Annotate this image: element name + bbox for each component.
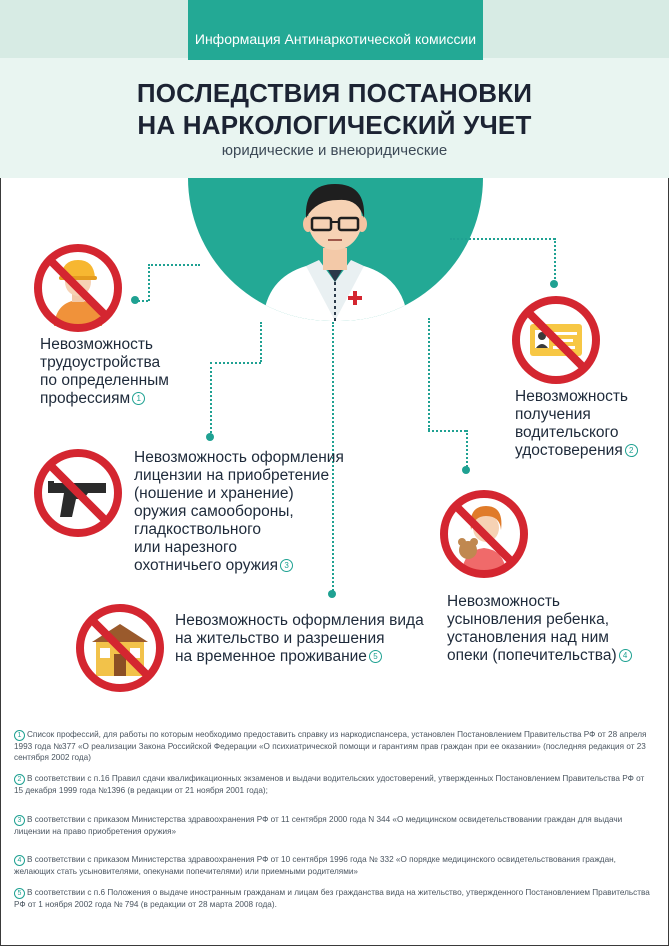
- label-line: или нарезного: [134, 539, 237, 556]
- footnote-5: [14, 887, 654, 910]
- consequence-employment: [40, 336, 169, 408]
- label-line: усыновления ребенка,: [447, 611, 610, 628]
- house-icon: [74, 602, 166, 694]
- label-line: Невозможность: [515, 388, 629, 405]
- label-line: получения: [515, 406, 591, 423]
- page-title-line2: НА НАРКОЛОГИЧЕСКИЙ УЧЕТ: [137, 110, 532, 140]
- footnote-text: В соответствии с п.16 Правил сдачи квалификационных экзаменов и выдачи водительских удостоверений, утвержденных Постановлением Правительства РФ от 15 декабря 1999 года №1396 (в редакции от 21 ноября 2001 года);: [14, 774, 645, 795]
- footnote-text: В соответствии с приказом Министерства здравоохранения РФ от 10 сентября 1996 года № 332 «О порядке медицинского освидетельствования граждан, желающих стать усыновителями, опекунами попечителями) или приемными родителями»: [14, 855, 616, 876]
- footnote-number: 3: [14, 815, 25, 826]
- connector-dot: [206, 433, 214, 441]
- consequence-residence: [175, 612, 424, 666]
- connector-dot: [131, 296, 139, 304]
- connector-line: [260, 322, 262, 362]
- footnote-ref: 2: [625, 444, 638, 457]
- footnote-text: В соответствии с п.6 Положения о выдаче иностранным гражданам и лицам без гражданства вида на жительство, утвержденного Постановлением Правительства РФ от 1 ноября 2002 года № 794 (в редакции от 28 марта 2008 года).: [14, 888, 650, 909]
- connector-line: [450, 238, 555, 240]
- footnote-2: [14, 773, 654, 796]
- label-line: Невозможность оформления: [134, 449, 344, 466]
- connector-line: [428, 318, 430, 430]
- footnote-ref: 3: [280, 559, 293, 572]
- connector-dot: [328, 590, 336, 598]
- footnote-number: 1: [14, 730, 25, 741]
- connector-line: [428, 430, 466, 432]
- label-line: на временное проживание: [175, 648, 367, 665]
- label-line: (ношение и хранение): [134, 485, 294, 502]
- consequence-driver-license: [515, 388, 638, 460]
- label-line: установления над ним: [447, 629, 609, 646]
- consequence-adoption: [447, 593, 632, 665]
- footnote-ref: 5: [369, 650, 382, 663]
- label-line: оружия самообороны,: [134, 503, 294, 520]
- commission-tab: [188, 0, 483, 60]
- label-line: Невозможность: [40, 336, 154, 353]
- label-line: Невозможность оформления вида: [175, 612, 424, 629]
- connector-dot: [462, 466, 470, 474]
- footnote-number: 4: [14, 855, 25, 866]
- label-line: по определенным: [40, 372, 169, 389]
- connector-line: [148, 264, 150, 301]
- footnote-text: В соответствии с приказом Министерства здравоохранения РФ от 11 сентября 2000 года N 344 «О медицинском освидетельствовании граждан для выдачи лицензии на право приобретения оружия»: [14, 815, 623, 836]
- connector-line: [210, 362, 212, 437]
- label-line: профессиям: [40, 390, 131, 407]
- label-line: водительского: [515, 424, 619, 441]
- pistol-icon: [32, 447, 124, 539]
- connector-dot: [550, 280, 558, 288]
- footnote-1: [14, 729, 654, 763]
- label-line: трудоустройства: [40, 354, 161, 371]
- connector-line: [148, 264, 200, 266]
- label-line: удостоверения: [515, 442, 623, 459]
- child-with-teddy-icon: [438, 488, 530, 580]
- connector-line: [466, 430, 468, 470]
- label-line: Невозможность: [447, 593, 561, 610]
- worker-helmet-icon: [32, 242, 124, 334]
- footnote-number: 5: [14, 888, 25, 899]
- page-title-line1: ПОСЛЕДСТВИЯ ПОСТАНОВКИ: [136, 78, 533, 108]
- page-subtitle: юридические и внеюридические: [221, 142, 448, 159]
- commission-label: Информация Антинаркотической комиссии: [194, 31, 477, 47]
- footnote-number: 2: [14, 774, 25, 785]
- connector-line: [554, 238, 556, 283]
- footnote-4: [14, 854, 654, 877]
- footnote-ref: 1: [132, 392, 145, 405]
- label-line: лицензии на приобретение: [134, 467, 330, 484]
- label-line: охотничьего оружия: [134, 557, 279, 574]
- label-line: гладкоствольного: [134, 521, 262, 538]
- footnote-text: Список профессий, для работы по которым необходимо предоставить справку из наркодиспансера, установлен Постановлением Правительства РФ от 28 апреля 1993 года №377 «О реализации Закона Российской Федерации «О психиатрической помощи и гарантиям прав граждан при ее оказании» (последняя редакция от 23 сентября 2002 года): [14, 730, 647, 762]
- driver-license-icon: [510, 294, 602, 386]
- label-line: опеки (попечительства): [447, 647, 617, 664]
- footnote-3: [14, 814, 654, 837]
- label-line: на жительство и разрешения: [175, 630, 385, 647]
- footnote-ref: 4: [619, 649, 632, 662]
- connector-line: [210, 362, 261, 364]
- consequence-weapon-license: [134, 449, 344, 575]
